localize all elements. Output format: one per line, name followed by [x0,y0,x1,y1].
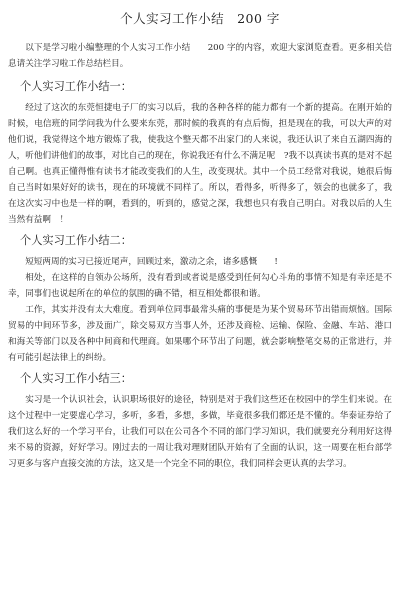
section-2-paragraph-1: 短短两周的实习已接近尾声，回顾过来，激动之余，诸多感慨 ! [25,257,278,267]
section-2 [8,232,392,366]
section-2-paragraph-3: 工作，其实并没有太大难度。看到单位同事最常头痛的事便是为某个贸易环节出错而烦恼。国际贸易的中间环节多，涉及面广，除交易双方当事人外，还涉及商检、运输、保险、金融、车站、港口和海关等部门以及各种中间商和代理商。如果哪个环节出了问题，就会影响整笔交易的正常进行，并有可能引起法律上的纠纷。 [8,305,392,363]
intro-paragraph: 以下是学习啦小编整理的个人实习工作小结 200 字的内容，欢迎大家浏览查看。更多相关信息请关注学习啦工作总结栏目。 [8,43,392,69]
section-1-heading: 个人实习工作小结一： [20,80,132,93]
document-title: 个人实习工作小结 200 字 [120,11,280,26]
section-2-heading: 个人实习工作小结二： [20,234,132,247]
section-2-paragraph-2: 相处，在这样的自领办公场所，没有看到或者说是感受到任何勾心斗角的事情不知是有幸还是不幸，同事们也说起所在的单位的氛围的确不错，相互相处都很和谐。 [8,273,392,299]
section-1 [8,78,392,228]
section-1-paragraph-1: 经过了这次的东莞恒捷电子厂的实习以后，我的各种各样的能力都有一个新的提高。在刚开始的时候，电信班的同学问我为什么要来东莞，那时候的我真的有点后悔，担是现在的我，可以大声的对他们说，我觉得这个地方锻炼了我，使我这个整天都不出家门的人来说，我还认识了来自五湖四海的人，听他们讲他们的故事，对比自己的现在，你说我还有什么不满足呢 ?我不以真读书真的是对不起自己啊。也真正懂得惟有读书才能改变我们的人生，改变现状。其中一个员工经常对我说，她很后悔自己当时如果好好的读书，现在的环境就不同样了。所以，看得多，听得多了，领会的也就多了，我在这次实习中也是一样的啊，看到的，听到的，感觉之深，我想也只有我自己明白。对我以后的人生当然有益啊 ！ [8,103,392,225]
section-3-heading: 个人实习工作小结三： [20,372,132,385]
section-3 [8,370,392,472]
section-3-paragraph-1: 实习是一个认识社会，认识职场很好的途径，特别是对于我们这些还在校园中的学生们来说。在这个过程中一定要虚心学习，多听，多看，多想，多做，毕竟很多我们都还是不懂的。华泰证券给了我们这么好的一个学习平台，让我们可以在公司各个不同的部门学习知识，我们就要充分利用好这得来不易的资源，好好学习。刚过去的一周让我对理财团队开始有了全面的认识，这一周要在柜台部学习更多与客户直接交流的方法，这又是一个完全不同的职位，我们同样会更认真的去学习。 [8,395,392,469]
